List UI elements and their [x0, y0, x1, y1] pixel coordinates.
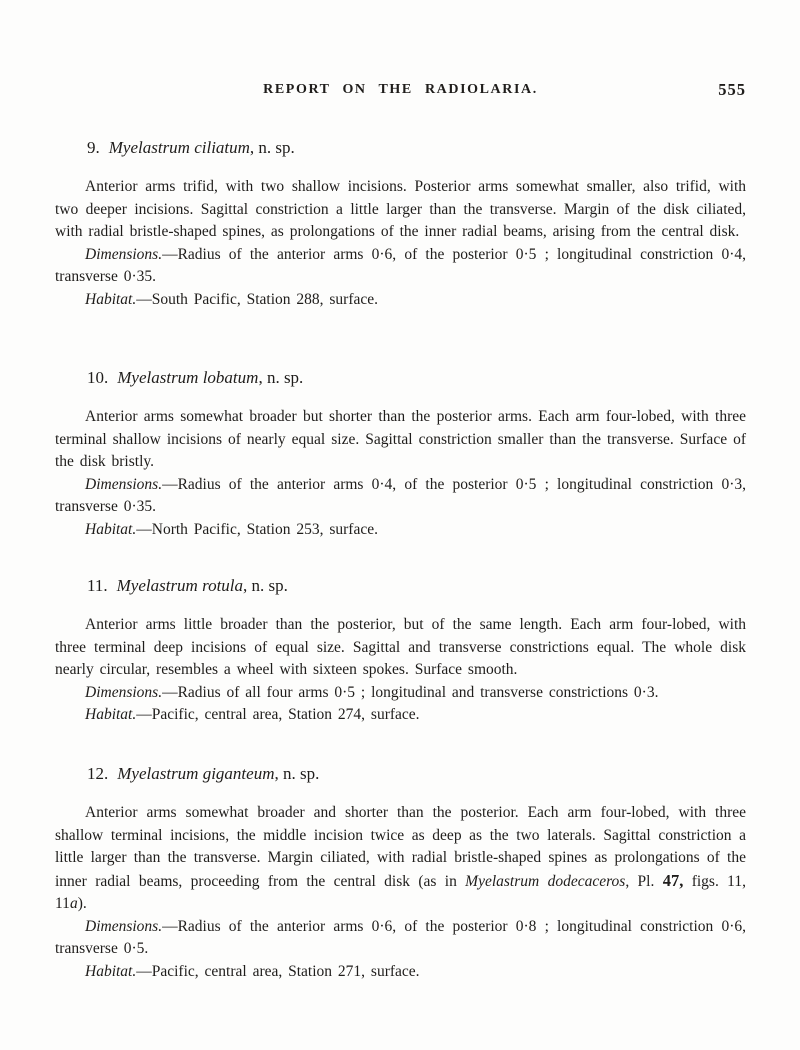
species-name-suffix: , n. sp.: [274, 764, 320, 783]
running-header-title: REPORT ON THE RADIOLARIA.: [263, 82, 538, 97]
species-habitat: [55, 519, 746, 542]
species-entry-ciliatum: [55, 136, 746, 311]
species-name: Myelastrum ciliatum: [108, 138, 250, 157]
species-name-suffix: , n. sp.: [258, 368, 304, 387]
description-text: Anterior arms trifid, with two shallow incisions. Posterior arms somewhat smaller, also trifid, with two deeper incisions. Sagittal constriction a little larger than the transverse. Margin of the disk ciliated, with radial bristle-shaped spines, as prolongations of the inner radial beams, arising from the central disk.: [55, 178, 746, 240]
species-entry-rotula: [55, 574, 746, 727]
species-dimensions: [55, 474, 746, 519]
species-number: 9.: [87, 138, 100, 157]
species-habitat: [55, 704, 746, 727]
species-description: [55, 614, 746, 682]
habitat-text: —South Pacific, Station 288, surface.: [136, 290, 378, 308]
species-number: 12.: [87, 764, 109, 783]
habitat-label: Habitat.: [85, 290, 137, 308]
dimensions-text: —Radius of the anterior arms 0·6, of the posterior 0·8 ; longitudinal constriction 0·6, transverse 0·5.: [55, 917, 746, 957]
plate-number: 47,: [662, 870, 684, 890]
page-number: 555: [718, 80, 746, 99]
species-dimensions: [55, 244, 746, 289]
species-name-suffix: , n. sp.: [243, 576, 288, 595]
habitat-label: Habitat.: [85, 520, 137, 538]
species-dimensions: [55, 916, 746, 961]
running-header: [55, 82, 746, 104]
species-heading: [55, 762, 746, 786]
habitat-label: Habitat.: [85, 962, 137, 980]
species-description: [55, 406, 746, 474]
habitat-label: Habitat.: [85, 706, 137, 723]
species-name: Myelastrum rotula: [116, 576, 244, 595]
species-habitat: [55, 961, 746, 984]
species-number: 10.: [87, 368, 109, 387]
species-heading: [55, 574, 746, 598]
description-text: Anterior arms little broader than the posterior, but of the same length. Each arm four-lobed, with three terminal deep incisions of equal size. Sagittal and transverse constrictions equal. The whole disk nearly circular, resembles a wheel with sixteen spokes. Surface smooth.: [55, 616, 746, 678]
species-heading: [55, 136, 746, 160]
species-entry-lobatum: [55, 366, 746, 541]
dimensions-label: Dimensions.: [85, 917, 163, 935]
species-description: [55, 802, 746, 916]
habitat-text: —Pacific, central area, Station 271, surface.: [136, 962, 420, 980]
description-text: figs. 11, 11: [55, 872, 746, 912]
dimensions-label: Dimensions.: [85, 245, 163, 263]
species-number: 11.: [87, 576, 108, 595]
dimensions-text: —Radius of the anterior arms 0·4, of the posterior 0·5 ; longitudinal constriction 0·3, transverse 0·35.: [55, 475, 746, 515]
habitat-text: —North Pacific, Station 253, surface.: [136, 520, 378, 538]
species-name: Myelastrum giganteum: [117, 764, 275, 783]
dimensions-text: —Radius of all four arms 0·5 ; longitudinal and transverse constrictions 0·3.: [162, 683, 659, 701]
figure-letter: a: [69, 895, 78, 912]
dimensions-label: Dimensions.: [85, 683, 163, 701]
description-text: , Pl.: [625, 872, 663, 890]
description-text: Anterior arms somewhat broader and shorter than the posterior. Each arm four-lobed, with three shallow terminal incisions, the middle incision twice as deep as the two laterals. Sagittal constriction a little larger than the transverse. Margin ciliated, with radial bristle-shaped spines as prolongations of the inner radial beams, proceeding from the central disk (as in: [55, 804, 746, 890]
description-text: Anterior arms somewhat broader but shorter than the posterior arms. Each arm four-lobed, with three terminal shallow incisions of nearly equal size. Sagittal constriction smaller than the transverse. Surface of the disk bristly.: [55, 408, 746, 470]
species-dimensions: [55, 682, 746, 705]
description-text: ).: [77, 895, 87, 912]
species-habitat: [55, 289, 746, 312]
referenced-species-name: Myelastrum dodecaceros: [465, 872, 626, 890]
species-description: [55, 176, 746, 244]
species-name-suffix: , n. sp.: [249, 138, 295, 157]
species-heading: [55, 366, 746, 390]
dimensions-text: —Radius of the anterior arms 0·6, of the posterior 0·5 ; longitudinal constriction 0·4, transverse 0·35.: [55, 245, 746, 285]
species-name: Myelastrum lobatum: [117, 368, 259, 387]
dimensions-label: Dimensions.: [85, 475, 163, 493]
habitat-text: —Pacific, central area, Station 274, surface.: [136, 706, 420, 723]
species-entry-giganteum: [55, 762, 746, 983]
